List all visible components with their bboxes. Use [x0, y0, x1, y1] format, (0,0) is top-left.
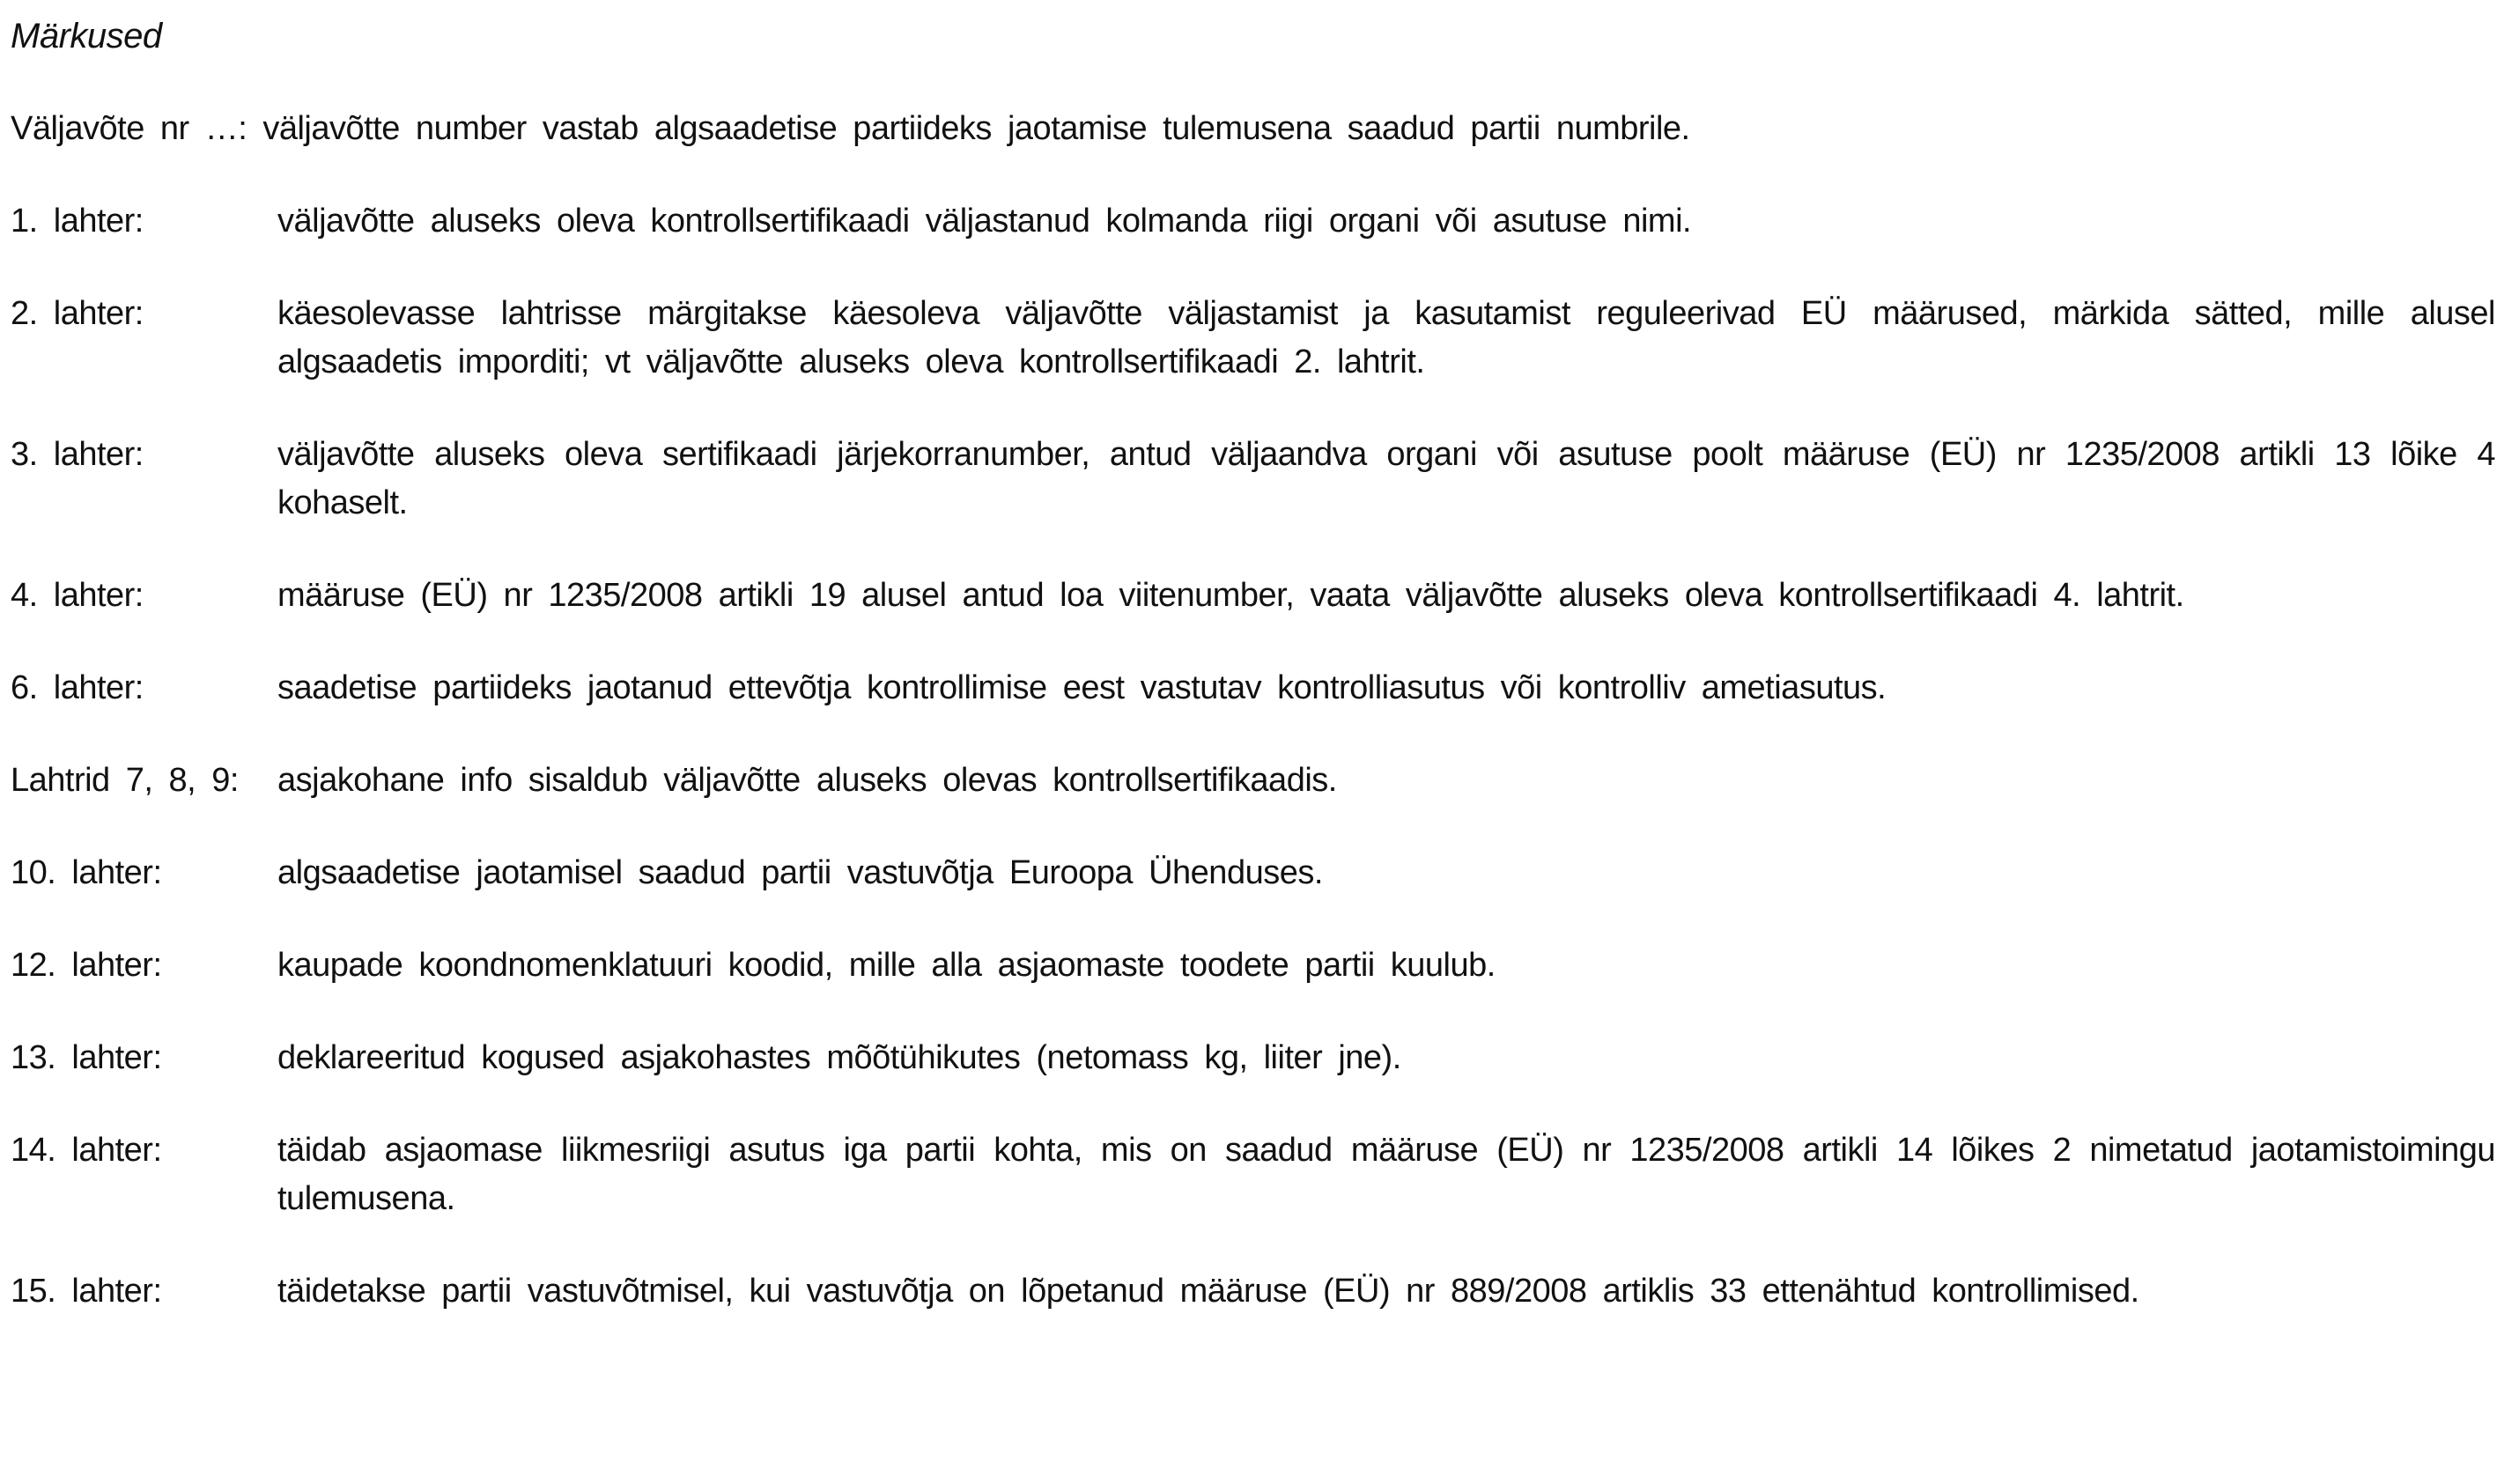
note-text: deklareeritud kogused asjakohastes mõõtühikutes (netomass kg, liiter jne). — [277, 1039, 1401, 1076]
note-text: väljavõtte aluseks oleva sertifikaadi järjekorranumber, antud väljaandva organi või asutuse poolt määruse (EÜ) nr 1235/2008 artikli 13 lõike 4 kohaselt. — [277, 436, 2495, 521]
note-text: täidetakse partii vastuvõtmisel, kui vastuvõtja on lõpetanud määruse (EÜ) nr 889/2008 artiklis 33 ettenähtud kontrollimised. — [277, 1273, 2139, 1310]
page-title: Märkused — [11, 17, 162, 55]
note-text: kaupade koondnomenklatuuri koodid, mille alla asjaomaste toodete partii kuulub. — [277, 947, 1496, 984]
note-label: 3. lahter: — [11, 436, 144, 473]
note-label: 4. lahter: — [11, 577, 144, 614]
notes-list — [11, 197, 2495, 1316]
intro-paragraph: Väljavõte nr …: väljavõtte number vastab algsaadetise partiideks jaotamise tulemusena saadud partii numbrile. — [11, 110, 1690, 147]
note-label: 15. lahter: — [11, 1273, 162, 1310]
note-text: saadetise partiideks jaotanud ettevõtja kontrollimise eest vastutav kontrolliasutus või kontrolliv ametiasutus. — [277, 669, 1887, 706]
note-row — [11, 290, 2495, 387]
note-row — [11, 431, 2495, 528]
note-label: 14. lahter: — [11, 1132, 162, 1169]
note-row — [11, 572, 2495, 620]
note-text: täidab asjaomase liikmesriigi asutus iga partii kohta, mis on saadud määruse (EÜ) nr 1235/2008 artikli 14 lõikes 2 nimetatud jaotamistoimingu tulemusena. — [277, 1132, 2495, 1217]
note-label: 2. lahter: — [11, 295, 144, 332]
note-row — [11, 664, 2495, 712]
note-row — [11, 849, 2495, 897]
note-text: määruse (EÜ) nr 1235/2008 artikli 19 alusel antud loa viitenumber, vaata väljavõtte aluseks oleva kontrollsertifikaadi 4. lahtrit. — [277, 577, 2184, 614]
note-row — [11, 1267, 2495, 1316]
note-label: 1. lahter: — [11, 203, 144, 240]
note-row — [11, 1126, 2495, 1223]
note-text: algsaadetise jaotamisel saadud partii vastuvõtja Euroopa Ühenduses. — [277, 854, 1323, 891]
note-label: 6. lahter: — [11, 669, 144, 706]
note-label: Lahtrid 7, 8, 9: — [11, 762, 239, 799]
note-text: käesolevasse lahtrisse märgitakse käesoleva väljavõtte väljastamist ja kasutamist reguleerivad EÜ määrused, märkida sätted, mille alusel algsaadetis imporditi; vt väljavõtte aluseks oleva kontrollsertifikaadi 2. lahtrit. — [277, 295, 2495, 380]
note-text: väljavõtte aluseks oleva kontrollsertifikaadi väljastanud kolmanda riigi organi või asutuse nimi. — [277, 203, 1692, 240]
note-row — [11, 197, 2495, 246]
note-row — [11, 1034, 2495, 1082]
note-row — [11, 941, 2495, 990]
note-text: asjakohane info sisaldub väljavõtte aluseks olevas kontrollsertifikaadis. — [277, 762, 1337, 799]
note-row — [11, 757, 2495, 805]
note-label: 13. lahter: — [11, 1039, 162, 1076]
note-label: 12. lahter: — [11, 947, 162, 984]
note-label: 10. lahter: — [11, 854, 162, 891]
